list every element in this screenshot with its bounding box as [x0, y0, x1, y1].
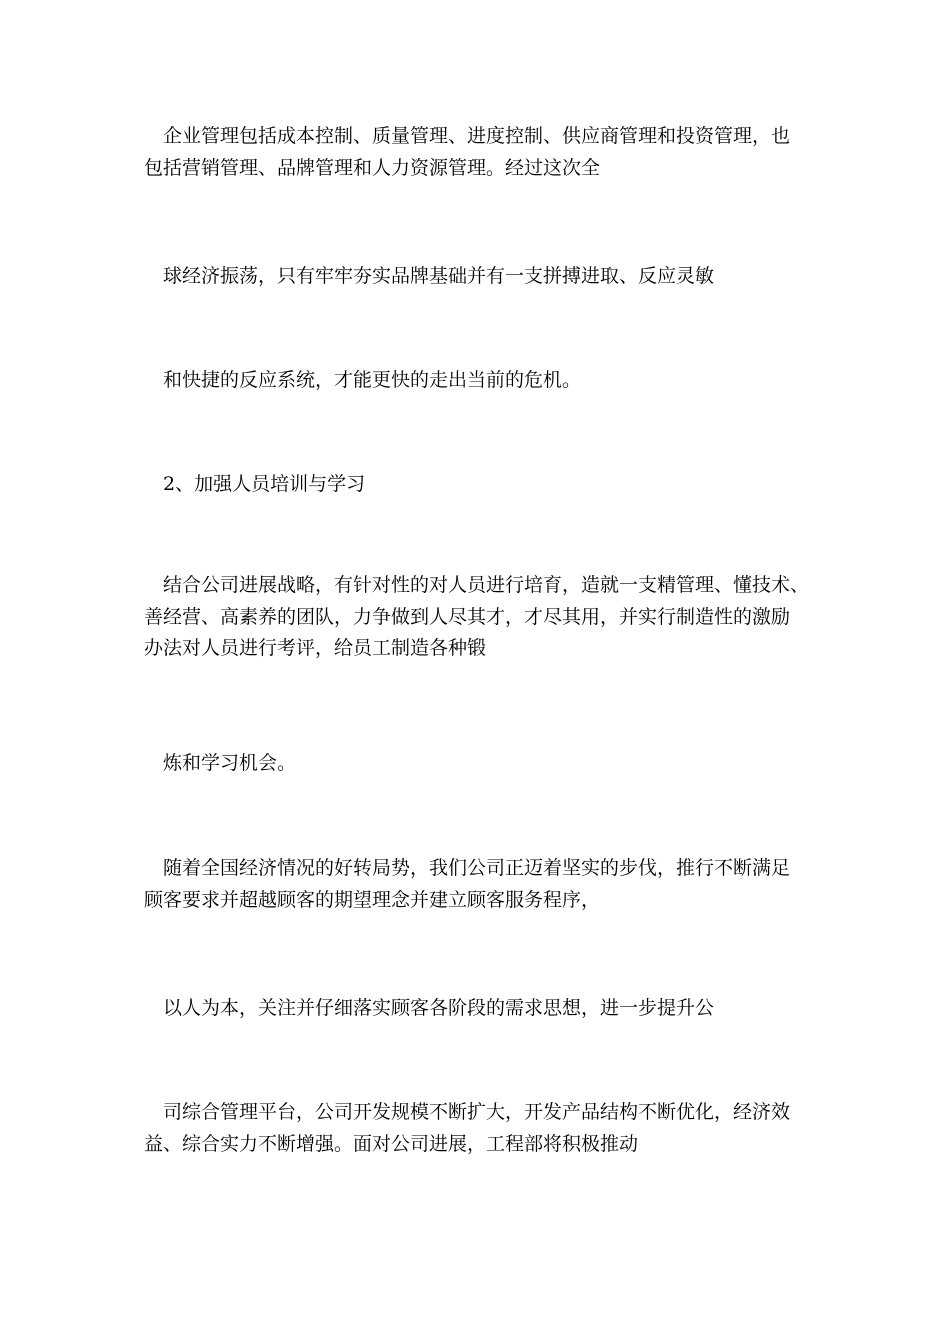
paragraph-line: 以人为本，关注并仔细落实顾客各阶段的需求思想，进一步提升公	[163, 997, 715, 1019]
paragraph-line: 球经济振荡，只有牢牢夯实品牌基础并有一支拼搏进取、反应灵敏	[163, 265, 715, 287]
paragraph-line: 随着全国经济情况的好转局势，我们公司正迈着坚实的步伐，推行不断满足	[163, 857, 791, 879]
paragraph-line: 顾客要求并超越顾客的期望理念并建立顾客服务程序，	[144, 888, 601, 911]
paragraph-8	[144, 1097, 814, 1160]
paragraph-line: 益、综合实力不断增强。面对公司进展，工程部将积极推动	[144, 1132, 639, 1155]
paragraph-7	[144, 993, 814, 1025]
paragraph-2	[144, 261, 814, 293]
paragraph-line: 炼和学习机会。	[163, 752, 297, 774]
paragraph-line: 结合公司进展战略，有针对性的对人员进行培育，造就一支精管理、懂技术、	[163, 574, 810, 596]
heading-line: 2、加强人员培训与学习	[163, 473, 366, 495]
paragraph-line: 企业管理包括成本控制、质量管理、进度控制、供应商管理和投资管理，也	[163, 125, 791, 147]
paragraph-line: 办法对人员进行考评，给员工制造各种锻	[144, 637, 487, 659]
paragraph-3	[144, 365, 814, 397]
paragraph-line: 和快捷的反应系统，才能更快的走出当前的危机。	[163, 369, 582, 391]
paragraph-line: 司综合管理平台，公司开发规模不断扩大，开发产品结构不断优化，经济效	[163, 1101, 791, 1123]
paragraph-6	[144, 853, 814, 916]
paragraph-5	[144, 748, 814, 780]
paragraph-line: 善经营、高素养的团队，力争做到人尽其才，才尽其用，并实行制造性的激励	[144, 605, 791, 628]
paragraph-1	[144, 121, 814, 184]
paragraph-line: 包括营销管理、品牌管理和人力资源管理。经过这次全	[144, 156, 601, 179]
paragraph-4	[144, 570, 814, 665]
section-heading	[144, 469, 814, 501]
